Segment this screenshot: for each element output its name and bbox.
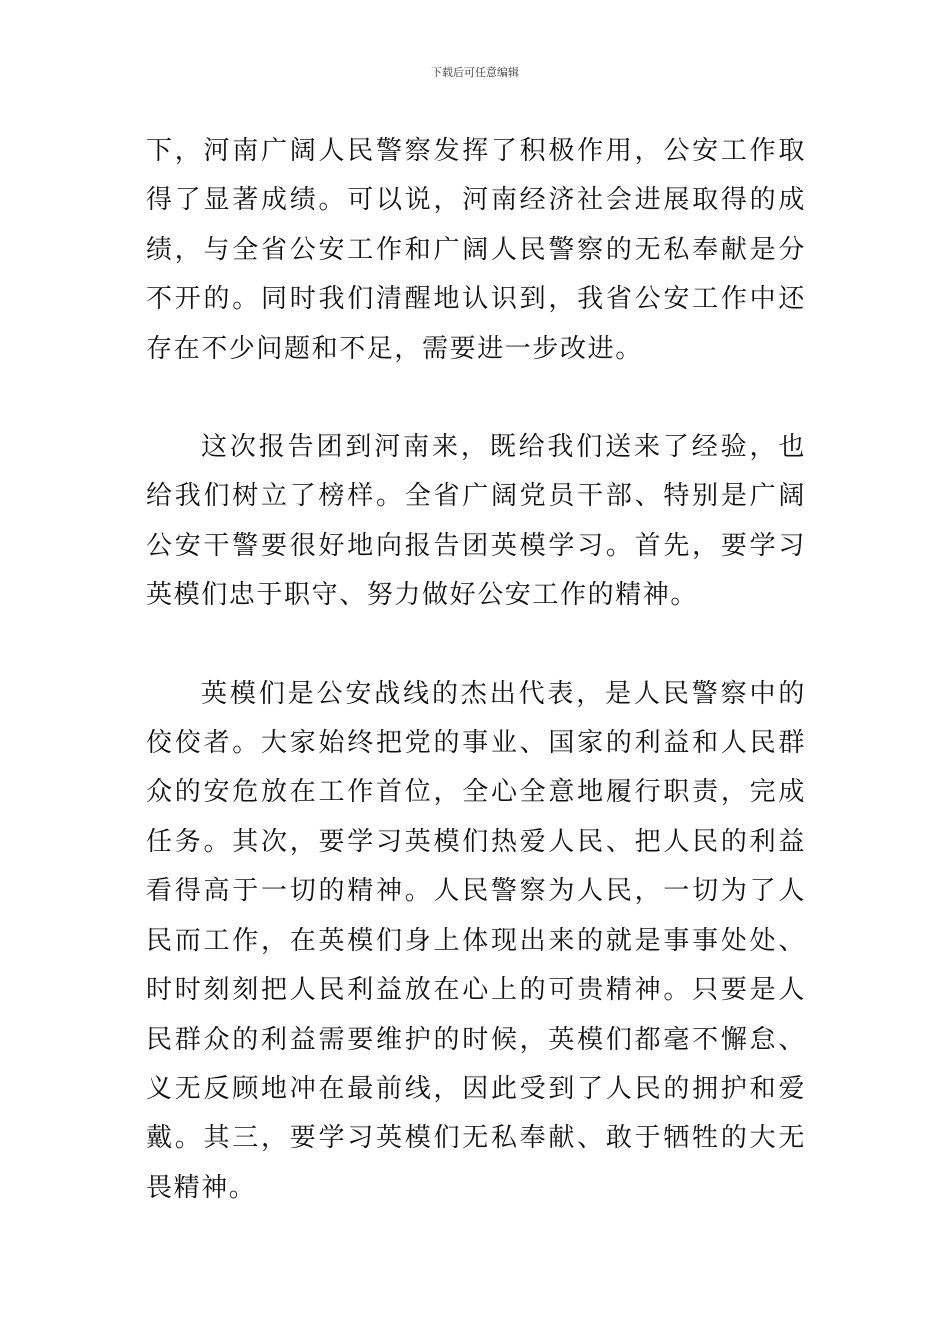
paragraph-gap [146,374,806,423]
page-header: 下载后可任意编辑 [431,66,519,79]
paragraph-2: 这次报告团到河南来，既给我们送来了经验，也给我们树立了榜样。全省广阔党员干部、特别是广阔公安干警要很好地向报告团英模学习。首先，要学习英模们忠于职守、努力做好公安工作的精神。 [146,432,806,611]
document-body [146,127,806,1213]
paragraph-3: 英模们是公安战线的杰出代表，是人民警察中的佼佼者。大家始终把党的事业、国家的利益和人民群众的安危放在工作首位，全心全意地履行职责，完成任务。其次，要学习英模们热爱人民、把人民的利益看得高于一切的精神。人民警察为人民，一切为了人民而工作，在英模们身上体现出来的就是事事处处、时时刻刻把人民利益放在心上的可贵精神。只要是人民群众的利益需要维护的时候，英模们都毫不懈怠、义无反顾地冲在最前线，因此受到了人民的拥护和爱戴。其三，要学习英模们无私奉献、敢于牺牲的大无畏精神。 [146,678,806,1203]
paragraph-1: 下，河南广阔人民警察发挥了积极作用，公安工作取得了显著成绩。可以说，河南经济社会进展取得的成绩，与全省公安工作和广阔人民警察的无私奉献是分不开的。同时我们清醒地认识到，我省公安工作中还存在不少问题和不足，需要进一步改进。 [146,136,806,364]
paragraph-gap [146,621,806,670]
